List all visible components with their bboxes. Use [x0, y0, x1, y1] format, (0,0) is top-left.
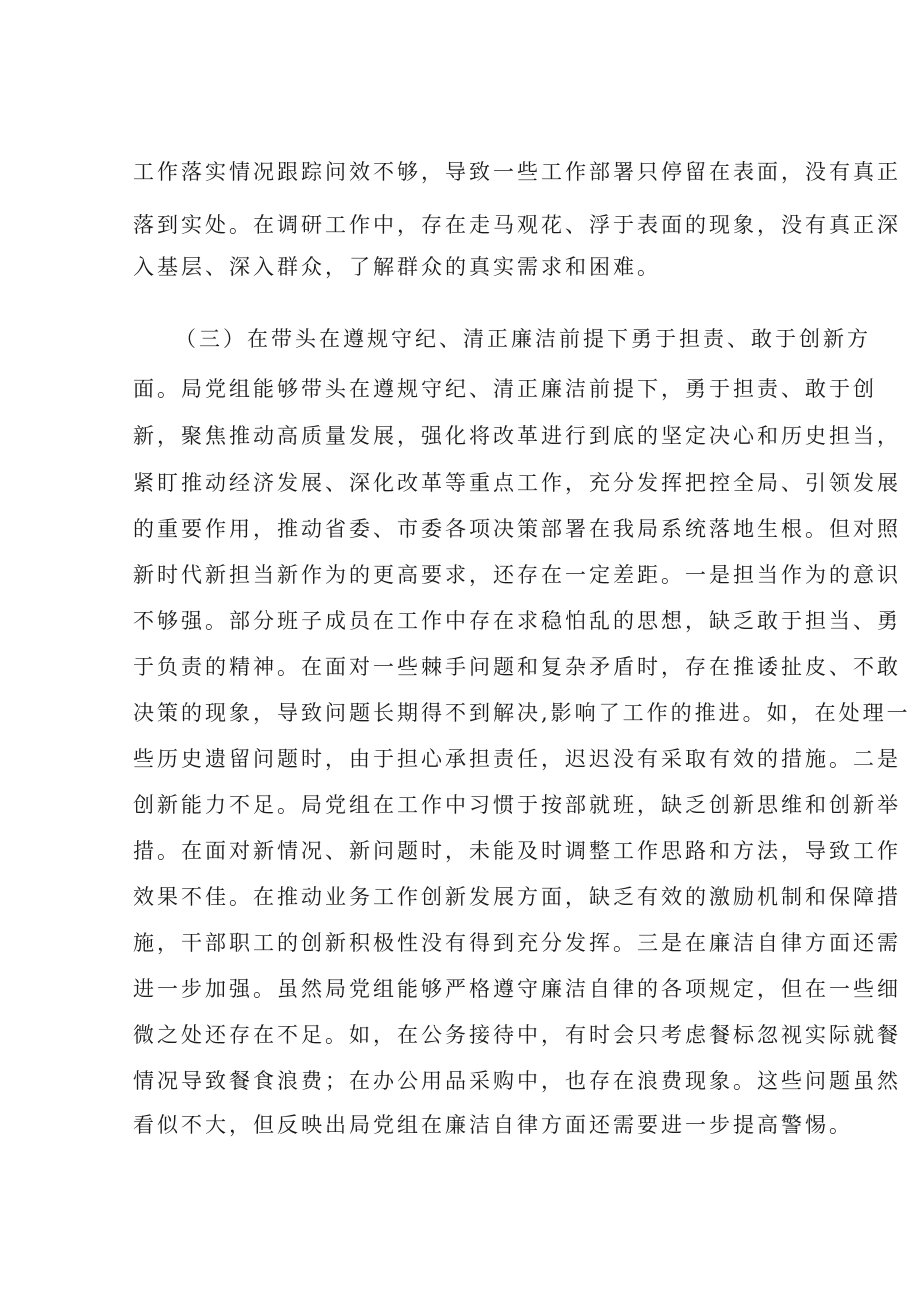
text-line: 决策的现象，导致问题长期得不到解决,影响了工作的推进。如，在处理一 [133, 701, 911, 725]
text-line: 进一步加强。虽然局党组能够严格遵守廉洁自律的各项规定，但在一些细 [133, 977, 901, 1001]
text-line: 工作落实情况跟踪问效不够，导致一些工作部署只停留在表面，没有真正 [133, 160, 901, 184]
text-line: 看似不大，但反映出局党组在廉洁自律方面还需要进一步提高警惕。 [133, 1113, 853, 1137]
text-line: 于负责的精神。在面对一些棘手问题和复杂矛盾时，存在推诿扯皮、不敢 [133, 655, 901, 679]
text-line: 施，干部职工的创新积极性没有得到充分发挥。三是在廉洁自律方面还需 [133, 931, 901, 955]
text-line: 效果不佳。在推动业务工作创新发展方面，缺乏有效的激励机制和保障措 [133, 885, 901, 909]
text-line: 的重要作用，推动省委、市委各项决策部署在我局系统落地生根。但对照 [133, 517, 901, 541]
text-line: 新时代新担当新作为的更高要求，还存在一定差距。一是担当作为的意识 [133, 563, 901, 587]
text-line: 紧盯推动经济发展、深化改革等重点工作，充分发挥把控全局、引领发展 [133, 471, 901, 495]
text-line: 措。在面对新情况、新问题时，未能及时调整工作思路和方法，导致工作 [133, 839, 901, 863]
text-line: 新，聚焦推动高质量发展，强化将改革进行到底的坚定决心和历史担当， [133, 424, 901, 448]
text-line: 不够强。部分班子成员在工作中存在求稳怕乱的思想，缺乏敢于担当、勇 [133, 609, 901, 633]
text-line: 面。局党组能够带头在遵规守纪、清正廉洁前提下，勇于担责、敢于创 [133, 377, 877, 401]
text-line: 些历史遗留问题时，由于担心承担责任，迟迟没有采取有效的措施。二是 [133, 747, 901, 771]
text-line: 创新能力不足。局党组在工作中习惯于按部就班，缺乏创新思维和创新举 [133, 793, 901, 817]
text-line: 入基层、深入群众，了解群众的真实需求和困难。 [133, 255, 661, 279]
text-line: 情况导致餐食浪费；在办公用品采购中，也存在浪费现象。这些问题虽然 [133, 1069, 901, 1093]
text-line: 微之处还存在不足。如，在公务接待中，有时会只考虑餐标忽视实际就餐 [133, 1023, 901, 1047]
section-heading-line: （三）在带头在遵规守纪、清正廉洁前提下勇于担责、敢于创新方 [175, 327, 871, 351]
text-line: 落到实处。在调研工作中，存在走马观花、浮于表面的现象，没有真正深 [133, 213, 901, 237]
